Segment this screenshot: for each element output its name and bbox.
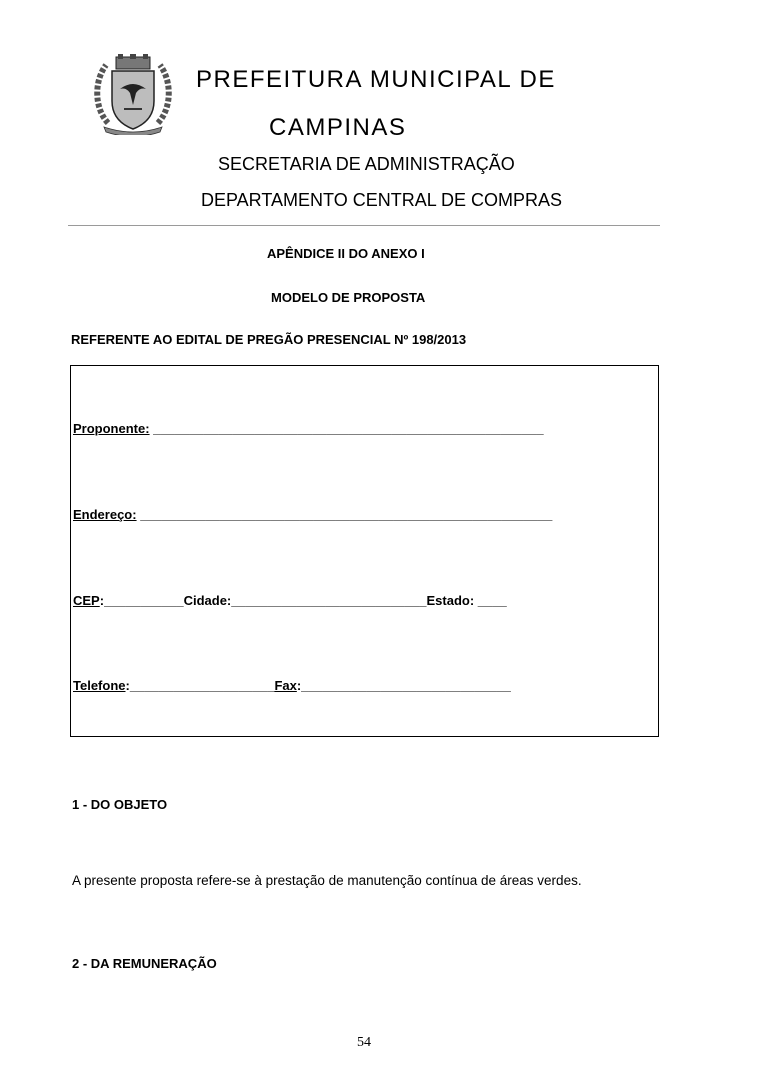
proponente-field[interactable]: [73, 421, 544, 436]
endereco-blank[interactable]: _________________________________________________________: [136, 507, 553, 522]
proponente-blank[interactable]: ______________________________________________________: [149, 421, 544, 436]
header-secretaria: SECRETARIA DE ADMINISTRAÇÃO: [218, 154, 515, 174]
fax-label: Fax: [274, 678, 297, 693]
estado-label: Estado:: [426, 593, 478, 608]
section-remuneracao-heading: 2 - DA REMUNERAÇÃO: [72, 956, 217, 971]
page-number: 54: [357, 1035, 371, 1050]
endereco-field[interactable]: [73, 507, 552, 522]
telefone-fax-field[interactable]: [73, 678, 511, 693]
appendix-title: APÊNDICE II DO ANEXO I: [267, 246, 425, 261]
reference-title: REFERENTE AO EDITAL DE PREGÃO PRESENCIAL Nº 198/2013: [71, 332, 467, 347]
telefone-blank[interactable]: :____________________: [125, 678, 275, 693]
proponente-label: Proponente:: [73, 421, 150, 436]
section-objeto-text: A presente proposta refere-se à prestação de manutenção contínua de áreas verdes.: [72, 873, 582, 888]
endereco-label: Endereço:: [73, 507, 137, 522]
section-objeto-heading: 1 - DO OBJETO: [72, 797, 168, 812]
cep-cidade-estado-field[interactable]: [73, 593, 507, 608]
model-title: MODELO DE PROPOSTA: [271, 290, 426, 305]
cep-label: CEP: [73, 593, 100, 608]
header-line-1: PREFEITURA MUNICIPAL DE: [196, 66, 556, 93]
municipal-coat-of-arms-icon: [90, 53, 176, 135]
header-departamento: DEPARTAMENTO CENTRAL DE COMPRAS: [201, 190, 563, 210]
cidade-blank[interactable]: ___________________________: [231, 593, 427, 608]
cep-blank[interactable]: :___________: [99, 593, 184, 608]
cidade-label: Cidade:: [183, 593, 232, 608]
header-line-2: CAMPINAS: [269, 114, 407, 141]
fax-blank[interactable]: :_____________________________: [296, 678, 511, 693]
header-divider: [68, 225, 660, 226]
telefone-label: Telefone: [73, 678, 126, 693]
estado-blank[interactable]: ____: [477, 593, 507, 608]
